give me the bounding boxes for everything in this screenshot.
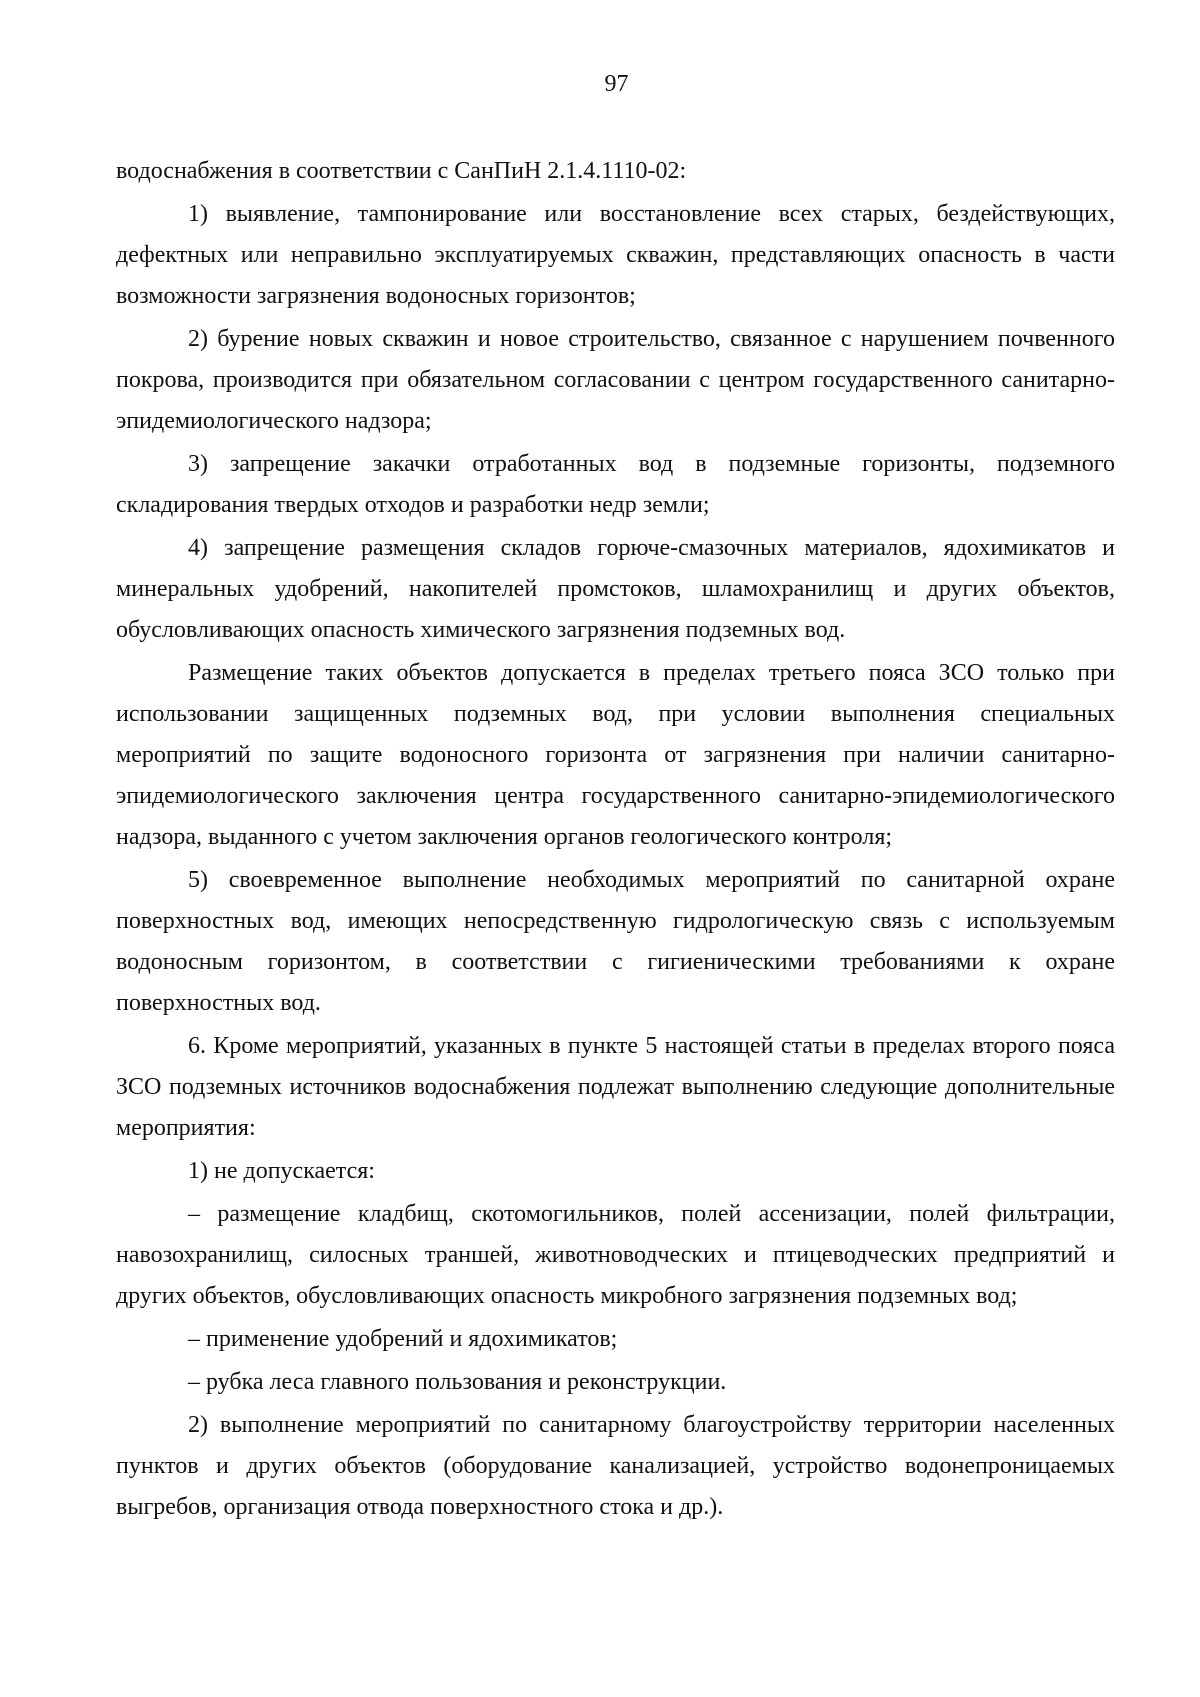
page-number: 97 xyxy=(604,71,629,97)
paragraph-item-5: 5) своевременное выполнение необходимых мероприятий по санитарной охране поверхностных вод, имеющих непосредственную гидрологическую связь с используемым водоносным горизонтом, в соответствии с гигиеническими требованиями к охране поверхностных вод. xyxy=(116,867,1115,1016)
paragraph-item-3: 3) запрещение закачки отработанных вод в подземные горизонты, подземного складирования твердых отходов и разработки недр земли; xyxy=(116,451,1115,518)
paragraph-placement-note: Размещение таких объектов допускается в пределах третьего пояса ЗСО только при использовании защищенных подземных вод, при условии выполнения специальных мероприятий по защите водоносного горизонта от загрязнения при наличии санитарно-эпидемиологического заключения центра государственного санитарно-эпидемиологического надзора, выданного с учетом заключения органов геологического контроля; xyxy=(116,660,1115,850)
paragraph-intro: водоснабжения в соответствии с СанПиН 2.1.4.1110-02: xyxy=(116,158,687,184)
document-body xyxy=(116,151,1115,1530)
paragraph-dash-3: – рубка леса главного пользования и реконструкции. xyxy=(188,1369,727,1395)
paragraph-dash-2: – применение удобрений и ядохимикатов; xyxy=(188,1326,618,1352)
paragraph-dash-1: – размещение кладбищ, скотомогильников, полей ассенизации, полей фильтрации, навозохранилищ, силосных траншей, животноводческих и птицеводческих предприятий и других объектов, обусловливающих опасность микробного загрязнения подземных вод; xyxy=(116,1201,1115,1309)
paragraph-item-2: 2) бурение новых скважин и новое строительство, связанное с нарушением почвенного покрова, производится при обязательном согласовании с центром государственного санитарно-эпидемиологического надзора; xyxy=(116,326,1115,434)
paragraph-item-2-sanitation: 2) выполнение мероприятий по санитарному благоустройству территории населенных пунктов и других объектов (оборудование канализацией, устройство водонепроницаемых выгребов, организация отвода поверхностного стока и др.). xyxy=(116,1412,1115,1520)
paragraph-not-allowed: 1) не допускается: xyxy=(188,1158,375,1184)
paragraph-item-1: 1) выявление, тампонирование или восстановление всех старых, бездействующих, дефектных или неправильно эксплуатируемых скважин, представляющих опасность в части возможности загрязнения водоносных горизонтов; xyxy=(116,201,1115,309)
paragraph-section-6: 6. Кроме мероприятий, указанных в пункте 5 настоящей статьи в пределах второго пояса ЗСО подземных источников водоснабжения подлежат выполнению следующие дополнительные мероприятия: xyxy=(116,1033,1115,1141)
paragraph-item-4: 4) запрещение размещения складов горюче-смазочных материалов, ядохимикатов и минеральных удобрений, накопителей промстоков, шламохранилищ и других объектов, обусловливающих опасность химического загрязнения подземных вод. xyxy=(116,535,1115,643)
